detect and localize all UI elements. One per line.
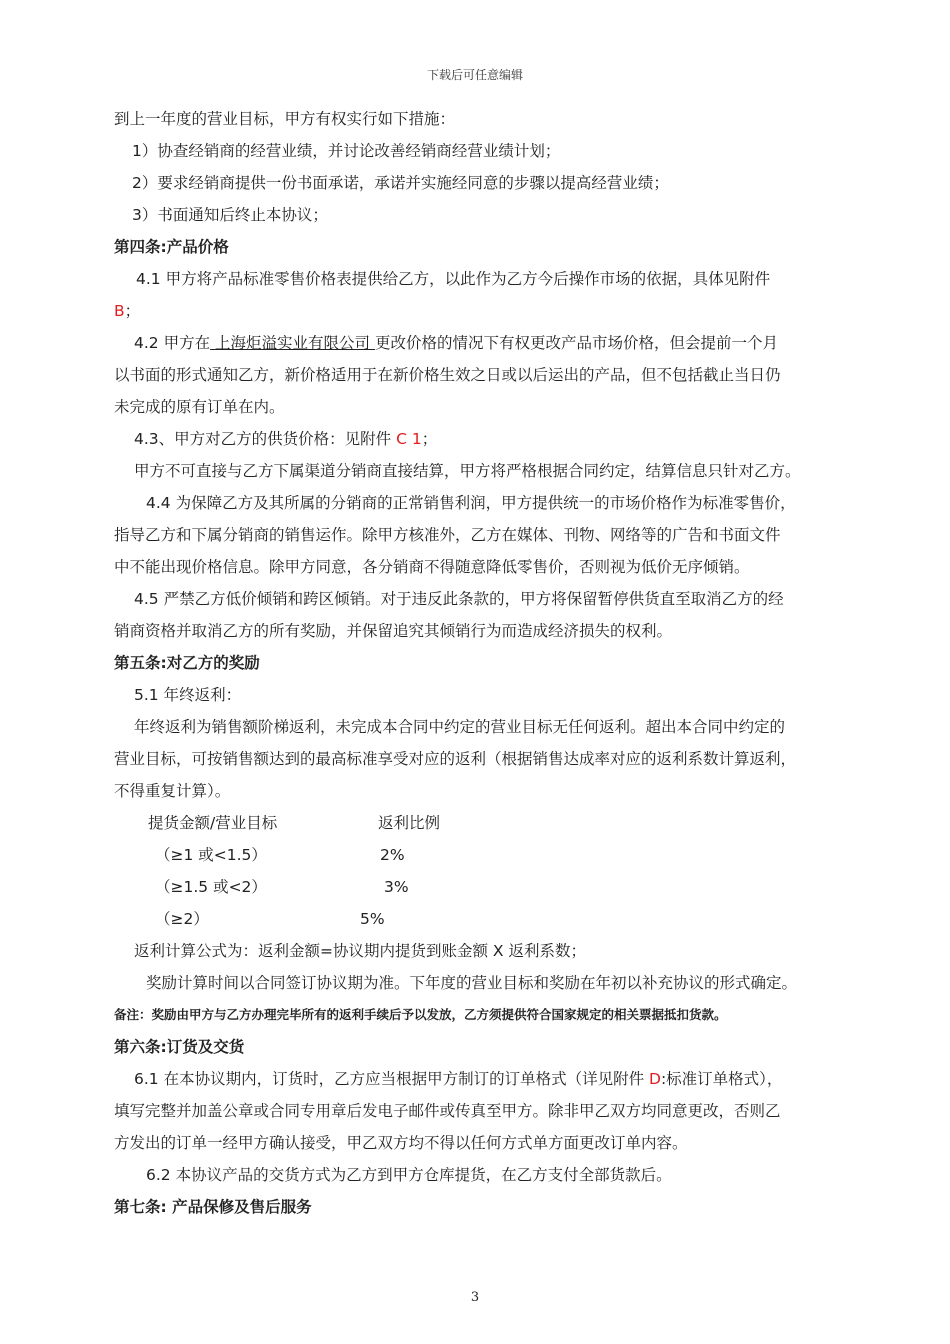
paragraph-line: 不得重复计算）。 (114, 782, 231, 800)
list-item: 2）要求经销商提供一份书面承诺，承诺并实施经同意的步骤以提高经营业绩； (132, 174, 669, 192)
paragraph-line (136, 269, 770, 289)
paragraph-line: 返利计算公式为：返利金额=协议期内提货到账金额 X 返利系数； (134, 942, 586, 960)
paragraph-line: 4.4 为保障乙方及其所属的分销商的正常销售利润，甲方提供统一的市场价格作为标准零售价， (146, 494, 796, 512)
attachment-ref: B (114, 302, 125, 320)
text-segment: ； (124, 302, 141, 320)
paragraph-line: 以书面的形式通知乙方，新价格适用于在新价格生效之日或以后运出的产品，但不包括截止当日仍 (114, 366, 781, 384)
table-cell-rate: 5% (360, 910, 385, 928)
paragraph-line: 营业目标，可按销售额达到的最高标准享受对应的返利（根据销售达成率对应的返利系数计算返利， (114, 750, 797, 768)
paragraph-line (114, 301, 140, 321)
company-name: 上海炬溢实业有限公司 (210, 334, 375, 352)
table-header-rate: 返利比例 (378, 814, 441, 832)
paragraph-line: 年终返利为销售额阶梯返利，未完成本合同中约定的营业目标无任何返利。超出本合同中约定的 (134, 718, 786, 736)
list-item: 1）协查经销商的经营业绩，并讨论改善经销商经营业绩计划； (132, 142, 561, 160)
attachment-ref: D (649, 1070, 661, 1088)
table-cell-range: （≥1.5 或<2） (155, 878, 267, 896)
section-heading-5: 第五条:对乙方的奖励 (114, 654, 260, 672)
paragraph-line: 5.1 年终返利： (134, 686, 242, 704)
page-number: 3 (470, 1290, 480, 1305)
text-segment: 4.2 甲方在 (134, 334, 211, 352)
text-segment: ； (421, 430, 438, 448)
section-heading-7: 第七条: 产品保修及售后服务 (114, 1198, 312, 1216)
text-segment: 6.1 在本协议期内，订货时，乙方应当根据甲方制订的订单格式（详见附件 (134, 1070, 650, 1088)
table-cell-range: （≥1 或<1.5） (155, 846, 267, 864)
text-segment: 更改价格的情况下有权更改产品市场价格，但会提前一个月 (374, 334, 778, 352)
paragraph-line: 销商资格并取消乙方的所有奖励，并保留追究其倾销行为而造成经济损失的权利。 (114, 622, 673, 640)
text-segment: :标准订单格式）， (660, 1070, 783, 1088)
paragraph-line: 中不能出现价格信息。除甲方同意，各分销商不得随意降低零售价，否则视为低价无序倾销。 (114, 558, 750, 576)
text-segment: 4.1 甲方将产品标准零售价格表提供给乙方，以此作为乙方今后操作市场的依据，具体见附件 (136, 270, 771, 288)
paragraph-line: 填写完整并加盖公章或合同专用章后发电子邮件或传真至甲方。除非甲乙双方均同意更改，否则乙 (114, 1102, 781, 1120)
table-cell-range: （≥2） (155, 910, 209, 928)
paragraph-line: 奖励计算时间以合同签订协议期为准。下年度的营业目标和奖励在年初以补充协议的形式确定。 (146, 974, 798, 992)
text-segment: 4.3、甲方对乙方的供货价格：见附件 (134, 430, 397, 448)
paragraph-line: 4.5 严禁乙方低价倾销和跨区倾销。对于违反此条款的，甲方将保留暂停供货直至取消乙方的经 (134, 590, 784, 608)
paragraph-line (134, 333, 778, 353)
paragraph-line: 未完成的原有订单在内。 (114, 398, 285, 416)
paragraph-line: 6.2 本协议产品的交货方式为乙方到甲方仓库提货，在乙方支付全部货款后。 (146, 1166, 672, 1184)
paragraph-line: 甲方不可直接与乙方下属渠道分销商直接结算，甲方将严格根据合同约定，结算信息只针对乙方。 (134, 462, 801, 480)
section-heading-6: 第六条:订货及交货 (114, 1038, 245, 1056)
paragraph-line (134, 429, 437, 449)
table-cell-rate: 3% (384, 878, 409, 896)
paragraph-line: 指导乙方和下属分销商的销售运作。除甲方核准外，乙方在媒体、刊物、网络等的广告和书面文件 (114, 526, 781, 544)
table-header-amount: 提货金额/营业目标 (148, 814, 278, 832)
paragraph-line: 方发出的订单一经甲方确认接受，甲乙双方均不得以任何方式单方面更改订单内容。 (114, 1134, 688, 1152)
paragraph-line: 到上一年度的营业目标，甲方有权实行如下措施： (114, 110, 456, 128)
remark-note: 备注：奖励由甲方与乙方办理完毕所有的返利手续后予以发放，乙方须提供符合国家规定的相关票据抵扣货款。 (114, 1007, 727, 1022)
section-heading-4: 第四条:产品价格 (114, 238, 229, 256)
paragraph-line (134, 1069, 782, 1089)
list-item: 3）书面通知后终止本协议； (132, 206, 328, 224)
attachment-ref: C 1 (396, 430, 422, 448)
table-cell-rate: 2% (380, 846, 405, 864)
page-header: 下载后可任意编辑 (426, 68, 523, 82)
